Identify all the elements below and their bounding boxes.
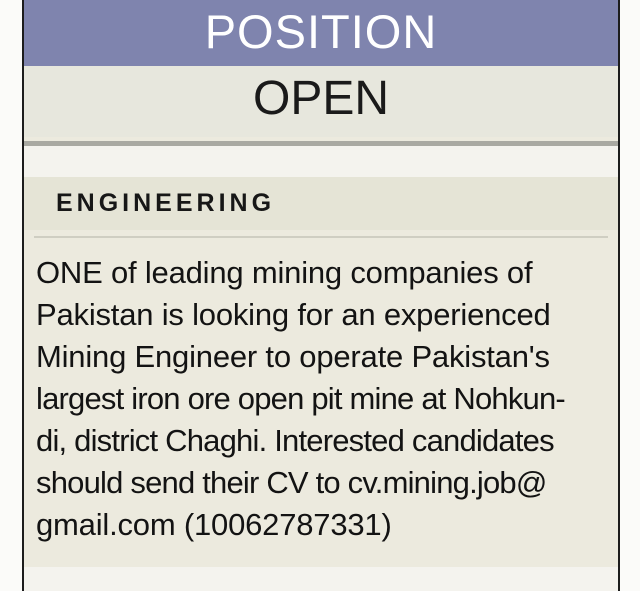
- position-banner-text: POSITION: [204, 4, 438, 58]
- position-banner: [24, 0, 618, 66]
- body-line-3: Mining Engineer to operate Pakistan's: [36, 339, 550, 374]
- spacer-band: [24, 146, 618, 177]
- section-heading-bar: [24, 177, 618, 230]
- section-heading-text: ENGINEERING: [56, 189, 276, 217]
- left-page-gutter: [0, 0, 24, 591]
- open-banner-text: OPEN: [252, 71, 390, 125]
- ad-inner-panel: [24, 0, 618, 591]
- body-line-2: Pakistan is looking for an experienced: [36, 297, 551, 332]
- body-line-4: largest iron ore open pit mine at Nohkun-: [36, 381, 565, 416]
- open-banner: [24, 66, 618, 137]
- divider-thin: [34, 236, 608, 238]
- footer-padding: [24, 567, 618, 591]
- body-line-6: should send their CV to cv.mining.job@: [36, 465, 547, 500]
- right-page-gutter: [618, 0, 640, 591]
- body-line-7: gmail.com (10062787331): [36, 507, 392, 542]
- body-line-5: di, district Chaghi. Interested candidates: [36, 423, 554, 458]
- body-line-1: ONE of leading mining companies of: [36, 255, 533, 290]
- ad-body-copy: [36, 252, 614, 546]
